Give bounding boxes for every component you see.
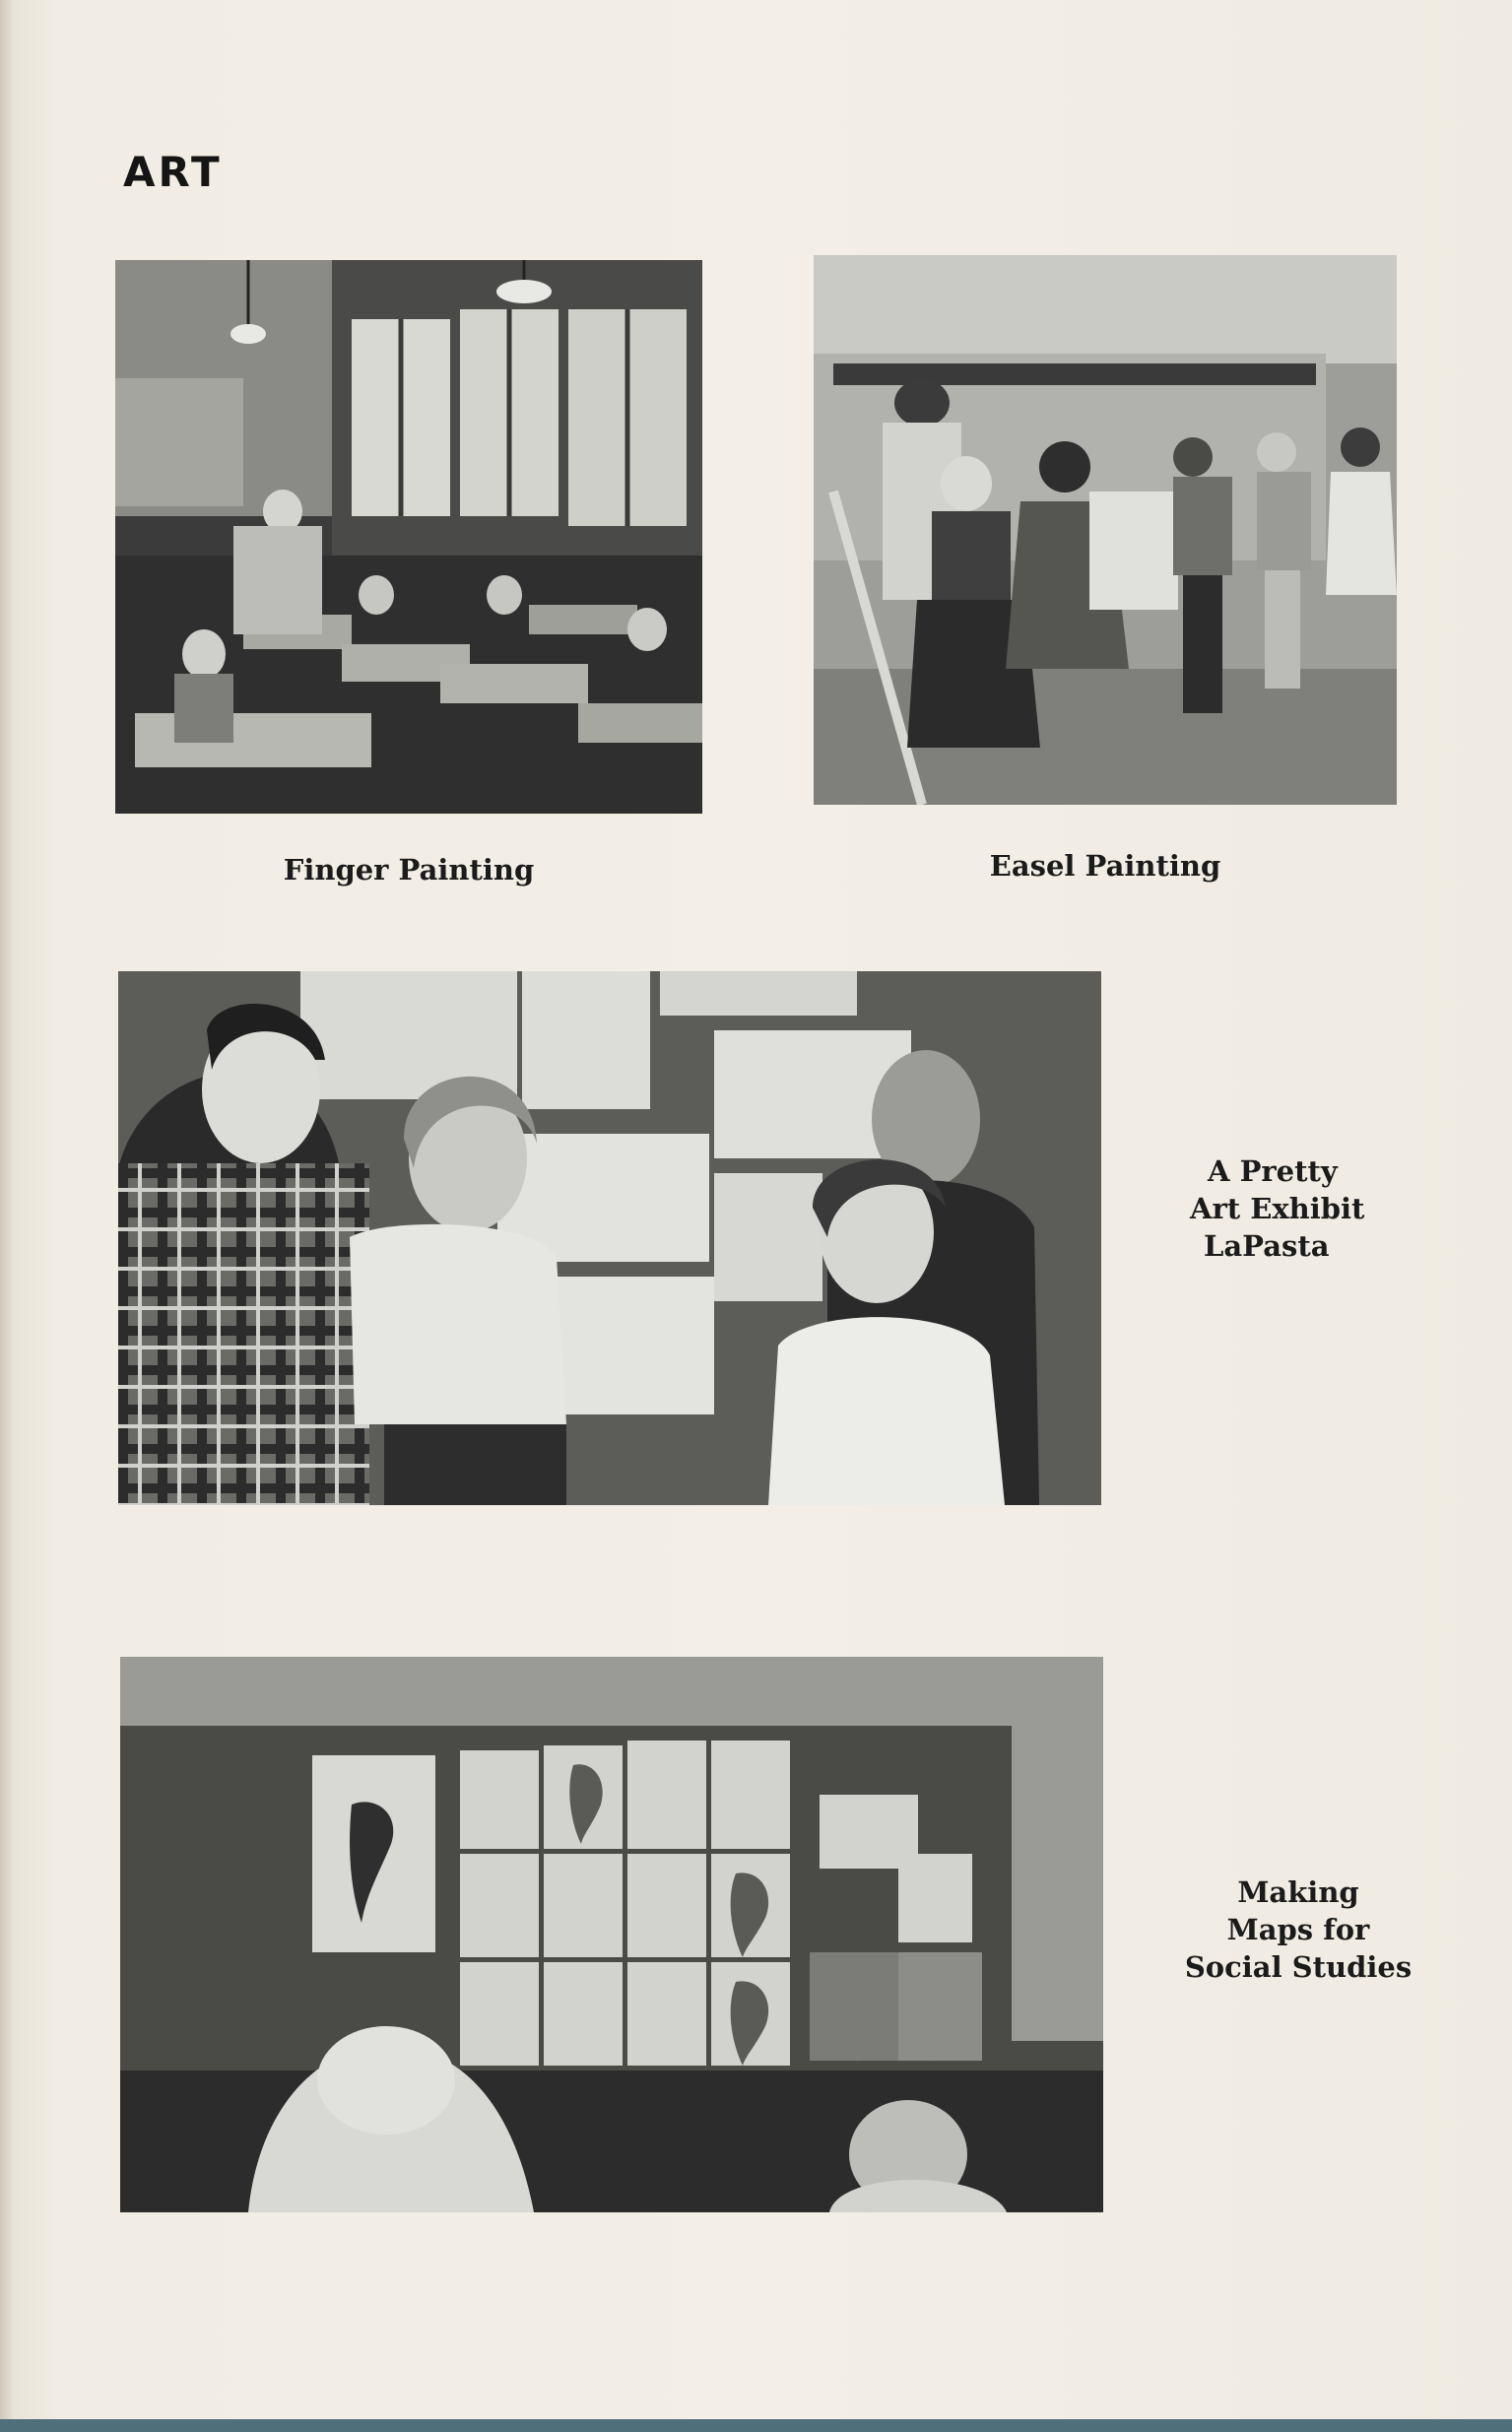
easel-painting-photo xyxy=(814,255,1397,805)
caption-line: Making xyxy=(1237,1875,1359,1909)
finger-painting-photo xyxy=(115,260,702,814)
maps-caption xyxy=(1162,1873,1434,1986)
caption-line: Easel Painting xyxy=(989,849,1221,883)
scan-edge-strip xyxy=(0,2419,1512,2432)
caption-line: Art Exhibit xyxy=(1190,1192,1365,1225)
finger-painting-caption xyxy=(115,851,702,888)
caption-line: Social Studies xyxy=(1184,1950,1413,1984)
caption-line: A Pretty xyxy=(1208,1154,1338,1188)
easel-classroom-image xyxy=(814,255,1397,805)
art-exhibit-caption xyxy=(1178,1152,1434,1265)
art-exhibit-image xyxy=(118,971,1101,1505)
easel-painting-caption xyxy=(814,847,1397,885)
caption-line: LaPasta xyxy=(1204,1229,1330,1263)
binding-shadow xyxy=(0,0,14,2432)
classroom-desks-image xyxy=(115,260,702,814)
art-exhibit-photo xyxy=(118,971,1101,1505)
section-title: ART xyxy=(123,148,223,196)
caption-line: Finger Painting xyxy=(283,853,535,887)
maps-wall-image xyxy=(120,1657,1103,2212)
maps-photo xyxy=(120,1657,1103,2212)
caption-line: Maps for xyxy=(1226,1913,1370,1946)
